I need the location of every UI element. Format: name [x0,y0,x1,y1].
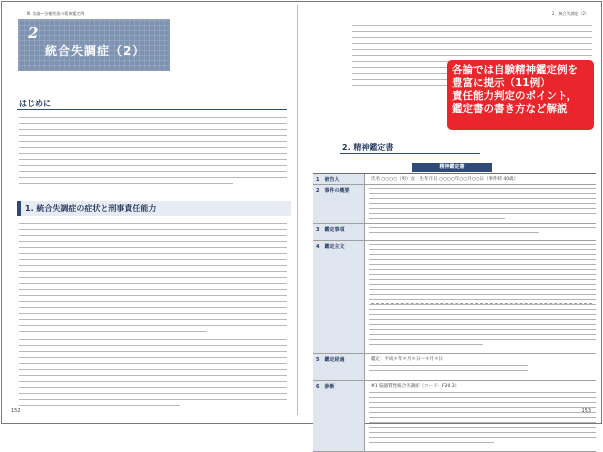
section1-heading: 1. 統合失調症の症状と刑事責任能力 [17,201,291,216]
row-label-appraisal-items: 3 鑑定事項 [313,224,365,240]
intro-heading: はじめに [19,99,51,108]
row-label-defendant: 1 被告人 [313,174,365,184]
conclusion-divider [371,303,592,304]
table-row [313,381,596,452]
table-row [313,224,596,241]
section2-heading: 2. 精神鑑定書 [342,143,394,152]
row-label-case-summary: 2 事件の概要 [313,185,365,223]
left-page [5,5,298,415]
section1-body-text [19,223,287,337]
table-row [313,174,596,185]
left-running-head: Ⅲ. 各論―各種疾患の精神鑑定例 [27,11,85,16]
chapter-number: 2 [28,24,39,42]
feature-callout [447,60,594,130]
row-value-appraisal-conclusion [369,241,596,345]
table-row [313,241,596,354]
book-spread [1,1,602,424]
intro-body-text [19,117,287,189]
row-value-case-summary [369,185,596,219]
row-label-appraisal-process: 5 鑑定経過 [313,354,365,380]
callout-line-1: 各論では自験精神鑑定例を [452,64,578,76]
appraisal-title: 精神鑑定書 [412,163,492,172]
chapter-title: 統合失調症（2） [45,44,146,58]
appraisal-table [313,173,596,452]
row-label-diagnosis: 6 診断 [313,381,365,451]
row-label-appraisal-conclusion: 4 鑑定主文 [313,241,365,353]
row-value-appraisal-items [369,224,596,233]
callout-line-4: 鑑定書の書き方など解説 [452,103,568,115]
callout-line-2: 豊富に提示（11例） [452,77,551,89]
table-row [313,354,596,381]
callout-line-3: 責任能力判定のポイント， [452,90,578,102]
section2-rule [340,153,480,154]
row-value-appraisal-process: 鑑定：平成＊年＊月＊日〜＊月＊日 [371,357,443,362]
chapter-header [18,19,170,71]
intro-rule [17,109,287,110]
right-running-head: 2．統合失調症（2） [551,11,589,16]
left-page-number: 152 [11,408,21,414]
table-row [313,185,596,224]
row-value-defendant: 氏名 ○○○○（男）女 生年月日 ○○○○年○○月○○日（事件時 40歳） [371,177,519,182]
section1-body-text-2 [19,339,287,411]
row-value-diagnosis: #1 脳器質性統合失調症（コード：F20.3） [371,384,460,389]
right-page-number: 153 [581,408,591,414]
